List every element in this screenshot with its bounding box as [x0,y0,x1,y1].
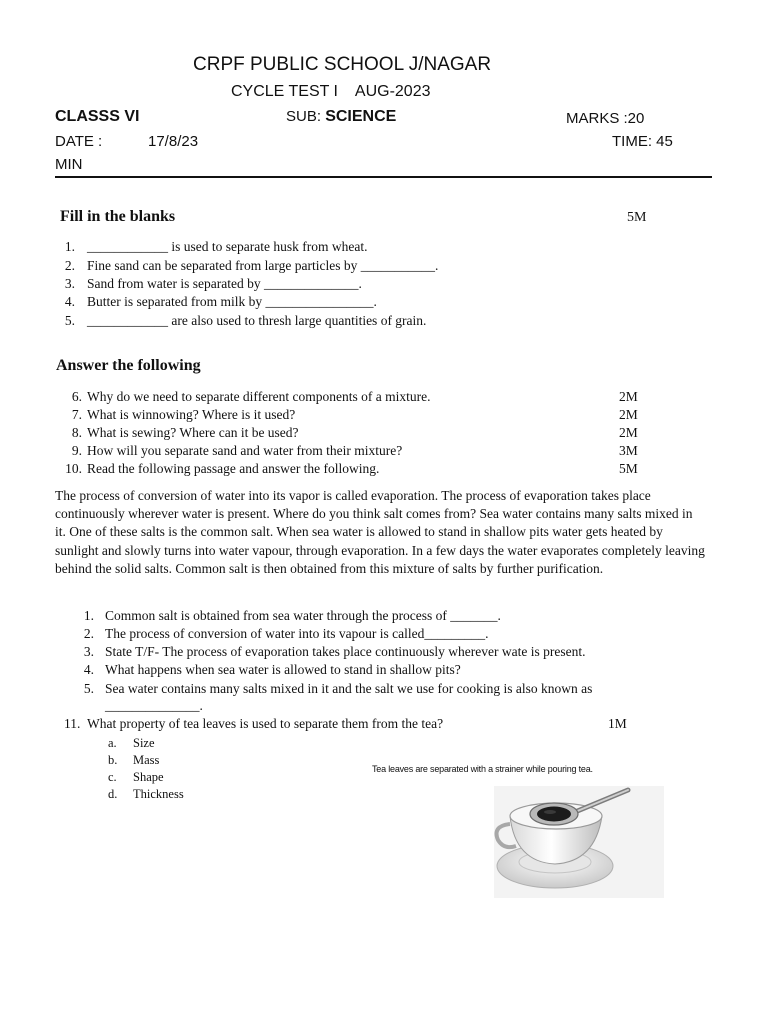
cycle-label: CYCLE TEST I [231,83,338,100]
answer-number: 9. [71,443,82,458]
section-answer-title: Answer the following [56,357,201,374]
answer-number: 8. [71,425,82,440]
answer-marks: 3M [619,443,638,458]
passage-question-number: 2. [83,626,94,641]
passage [55,487,705,578]
answer-number: 7. [71,407,82,422]
passage-question: The process of conversion of water into its vapour is called_________. [105,626,489,641]
passage-question-number: 5. [83,681,94,696]
answer-question: What is winnowing? Where is it used? [87,407,296,422]
subject-name: SCIENCE [325,108,397,125]
fill-blank-question: Butter is separated from milk by ________________. [87,294,377,309]
exam-month: AUG-2023 [354,83,431,100]
q11-option-letter: d. [108,787,118,801]
header-divider [55,176,712,178]
q11-option: Shape [133,770,164,784]
fill-blank-number: 4. [64,294,75,309]
q11-option-letter: a. [108,736,117,750]
time-label: TIME: 45 [612,133,673,150]
fill-blank-question: ____________ is used to separate husk from wheat. [87,239,368,254]
fill-blank-number: 2. [64,258,75,273]
date-label: DATE : [55,133,103,150]
fill-blank-number: 1. [64,239,75,254]
fill-blank-question: ____________ are also used to thresh large quantities of grain. [87,313,427,328]
passage-question: What happens when sea water is allowed to stand in shallow pits? [105,662,461,677]
passage-question: ______________. [105,698,203,713]
q11-option-letter: c. [108,770,117,784]
tea-cup-strainer-icon [370,764,670,904]
q11-option-letter: b. [108,753,118,767]
answer-marks: 2M [619,389,638,404]
answer-marks: 5M [619,461,638,476]
q11-option: Mass [133,753,160,767]
passage-question-number: 4. [83,662,94,677]
passage-question-number: 3. [83,644,94,659]
answer-marks: 2M [619,425,638,440]
passage-question: Common salt is obtained from sea water through the process of _______. [105,608,501,623]
subject-label: SUB: [286,108,322,125]
answer-question: Why do we need to separate different components of a mixture. [87,389,431,404]
q11-option: Size [133,736,155,750]
section-fill-blanks-marks: 5M [627,210,647,225]
q11-marks: 1M [608,716,627,731]
fill-blank-number: 3. [64,276,75,291]
answer-number: 10. [65,461,82,476]
date-value: 17/8/23 [148,133,199,150]
subject-line [286,108,396,126]
tea-strainer-figure [370,764,670,904]
q11-question: What property of tea leaves is used to separate them from the tea? [87,716,444,731]
school-name: CRPF PUBLIC SCHOOL J/NAGAR [193,54,492,75]
passage-question: State T/F- The process of evaporation takes place continuously wherever wate is present. [105,644,586,659]
answer-question: Read the following passage and answer the following. [87,461,380,476]
fill-blank-question: Fine sand can be separated from large particles by ___________. [87,258,439,273]
passage-question: Sea water contains many salts mixed in it and the salt we use for cooking is also known as [105,681,593,696]
section-fill-blanks-title: Fill in the blanks [60,208,176,225]
answer-number: 6. [71,389,82,404]
answer-question: What is sewing? Where can it be used? [87,425,299,440]
test-title [231,83,431,101]
q11-option: Thickness [133,787,184,801]
total-marks: MARKS :20 [566,110,645,127]
figure-caption: Tea leaves are separated with a strainer while pouring tea. [372,764,593,774]
q11-number: 11. [64,716,81,731]
passage-question-number: 1. [83,608,94,623]
answer-question: How will you separate sand and water from their mixture? [87,443,403,458]
time-unit: MIN [55,156,83,173]
fill-blank-number: 5. [64,313,75,328]
answer-marks: 2M [619,407,638,422]
class-label: CLASSS VI [55,108,140,125]
fill-blank-question: Sand from water is separated by ______________. [87,276,362,291]
passage-text: The process of conversion of water into its vapor is called evaporation. The process of evaporation takes place continuously wherever water is present. Where do you think salt comes from? Sea water contains many salts mixed in it. One of these salts is the common salt. When sea water is allowed to stand in shallow pits water gets heated by sunlight and slowly turns into water vapour, through evaporation. In a few days the water evaporates completely leaving behind the solid salts. Common salt is then obtained from this mixture of salts by further purification. [55,488,705,576]
